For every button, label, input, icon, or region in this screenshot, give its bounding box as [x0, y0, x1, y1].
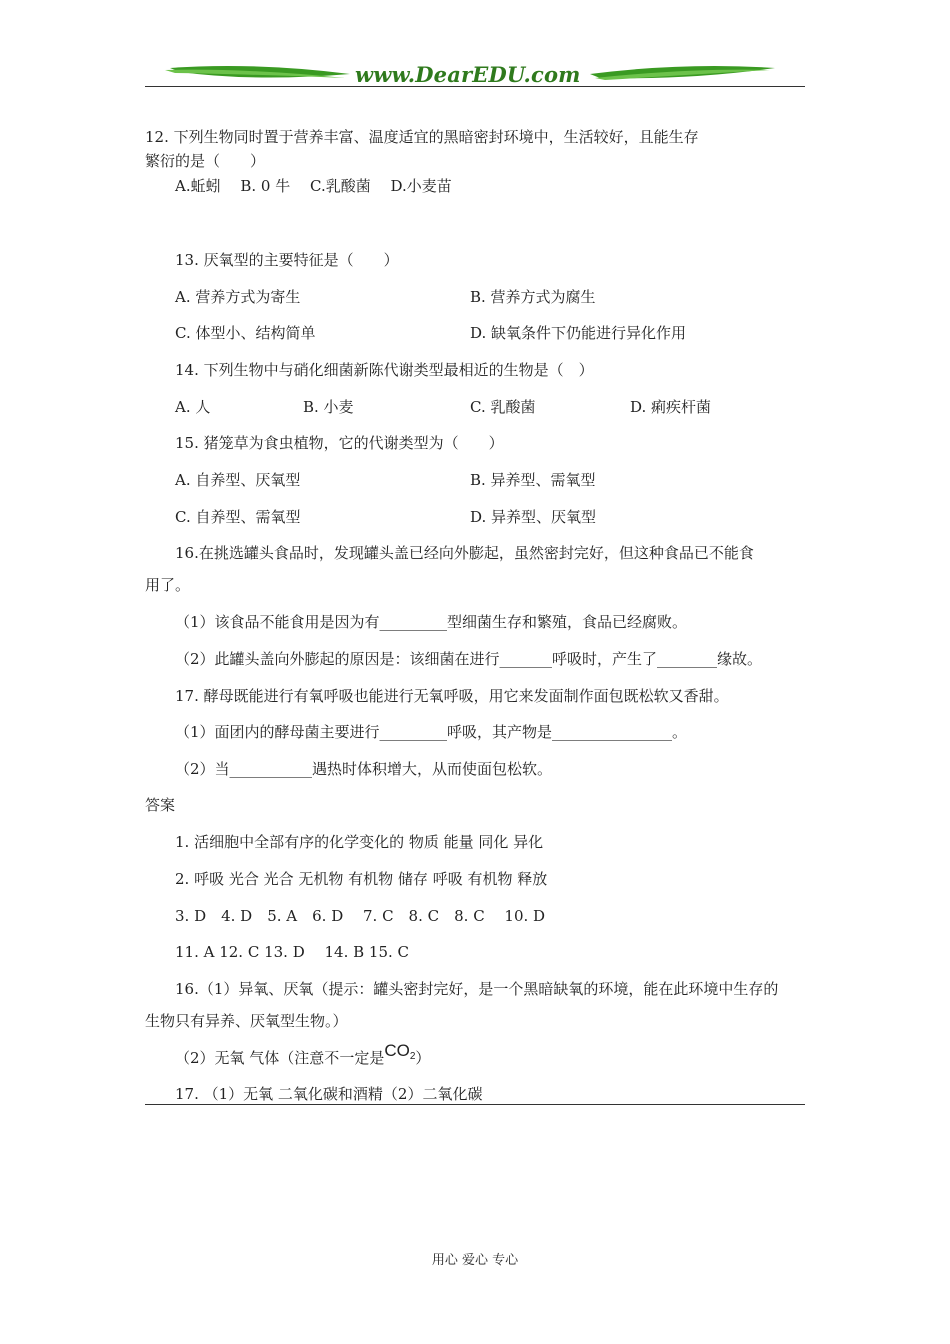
q14: 14. 下列生物中与硝化细菌新陈代谢类型最相近的生物是（ ）	[175, 361, 594, 379]
q13-option-c: C. 体型小、结构简单	[175, 324, 316, 342]
q16-line1: 16.在挑选罐头食品时，发现罐头盖已经向外膨起，虽然密封完好，但这种食品已不能食	[175, 544, 754, 562]
q15-option-d: D. 异养型、厌氧型	[470, 508, 597, 526]
q16-line2: 用了。	[145, 576, 191, 594]
answer-1: 1. 活细胞中全部有序的化学变化的 物质 能量 同化 异化	[175, 833, 544, 851]
footer-rule	[145, 1104, 805, 1105]
answers-heading: 答案	[145, 796, 176, 814]
q12-line1: 12. 下列生物同时置于营养丰富、温度适宜的黑暗密封环境中，生活较好，且能生存	[145, 128, 699, 146]
q17-part2: （2）当___________遇热时体积增大，从而使面包松软。	[175, 760, 553, 778]
q15-option-a: A. 自养型、厌氧型	[175, 471, 301, 489]
site-logo[interactable]: www.DearEDU.com	[355, 62, 581, 87]
q17: 17. 酵母既能进行有氧呼吸也能进行无氧呼吸，用它来发面制作面包既松软又香甜。	[175, 687, 729, 705]
co2-co: CO	[384, 1041, 410, 1060]
answer-16-part2	[175, 1041, 431, 1073]
q13: 13. 厌氧型的主要特征是（ ）	[175, 251, 399, 269]
co2-subscript: 2	[409, 1051, 416, 1062]
answer-17: 17. （1）无氧 二氧化碳和酒精（2）二氧化碳	[175, 1085, 483, 1103]
header-rule	[145, 86, 805, 87]
q12-line2: 繁衍的是（ ）	[145, 152, 266, 170]
q14-option-a: A. 人	[175, 398, 211, 416]
page-footer: 用心 爱心 专心	[431, 1253, 519, 1268]
q15-option-c: C. 自养型、需氧型	[175, 508, 301, 526]
q14-option-d: D. 痢疾杆菌	[630, 398, 712, 416]
answer-11-15: 11. A 12. C 13. D 14. B 15. C	[175, 943, 410, 961]
q16-part2: （2）此罐头盖向外膨起的原因是：该细菌在进行_______呼吸时，产生了________缘故。	[175, 650, 763, 668]
q17-part1: （1）面团内的酵母菌主要进行_________呼吸，其产物是________________。	[175, 723, 688, 741]
q14-option-b: B. 小麦	[303, 398, 354, 416]
answer-16-part2-suffix: ）	[415, 1049, 431, 1067]
answer-16-line1: 16.（1）异氧、厌氧（提示：罐头密封完好，是一个黑暗缺氧的环境，能在此环境中生存的	[175, 980, 779, 998]
answer-3-10: 3. D 4. D 5. A 6. D 7. C 8. C 8. C 10. D	[175, 907, 546, 925]
q13-option-d: D. 缺氧条件下仍能进行异化作用	[470, 324, 687, 342]
q13-option-b: B. 营养方式为腐生	[470, 288, 596, 306]
q16-part1: （1）该食品不能食用是因为有_________型细菌生存和繁殖，食品已经腐败。	[175, 613, 688, 631]
answer-16-part2-prefix: （2）无氧 气体（注意不一定是	[175, 1049, 385, 1067]
q15: 15. 猪笼草为食虫植物，它的代谢类型为（ ）	[175, 434, 504, 452]
q15-option-b: B. 异养型、需氧型	[470, 471, 596, 489]
q13-option-a: A. 营养方式为寄生	[175, 288, 301, 306]
answer-2: 2. 呼吸 光合 光合 无机物 有机物 储存 呼吸 有机物 释放	[175, 870, 548, 888]
q12-options: A.蚯蚓 B. 0 牛 C.乳酸菌 D.小麦苗	[175, 177, 452, 195]
co2-formula	[384, 1041, 415, 1060]
q14-option-c: C. 乳酸菌	[470, 398, 536, 416]
answer-16-line2: 生物只有异养、厌氧型生物。）	[145, 1012, 348, 1030]
